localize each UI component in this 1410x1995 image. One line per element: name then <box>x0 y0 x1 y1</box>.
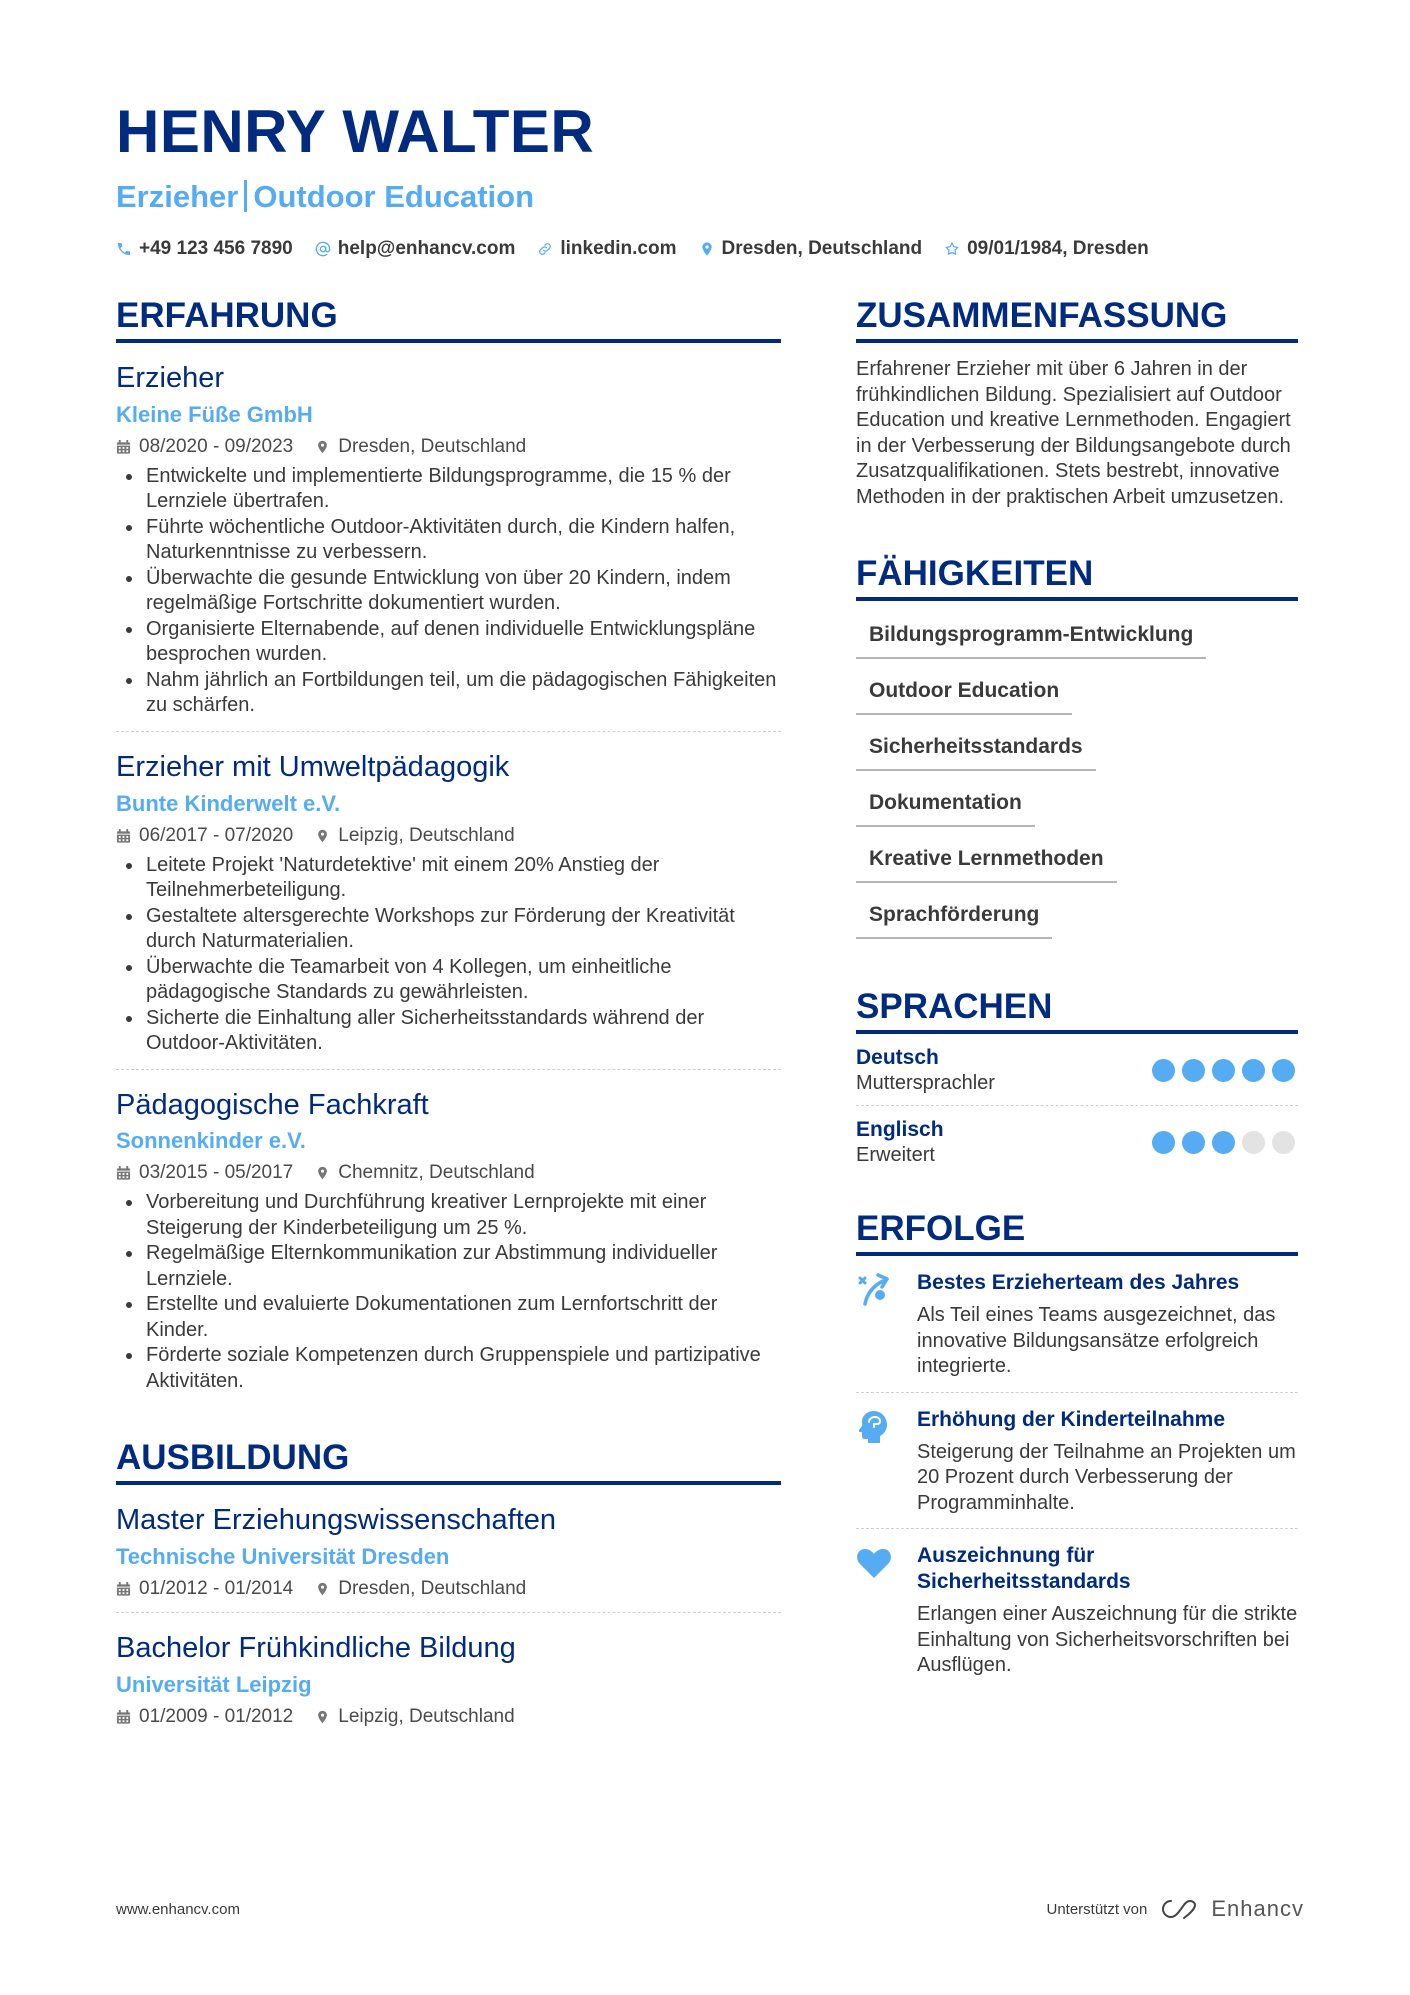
contact-email[interactable] <box>315 238 516 260</box>
achievement-title: Auszeichnung für Sicherheitsstandards <box>917 1544 1131 1593</box>
education-entry <box>116 1613 781 1740</box>
job-dates: 06/2017 - 07/2020 <box>139 824 294 846</box>
job-bullet: • Überwachte die gesunde Entwicklung von über 20 Kindern, indem regelmäßige Fortschritte dokumentiert wurden. <box>144 566 781 617</box>
achievement-description: Als Teil eines Teams ausgezeichnet, das innovative Bildungsansätze erfolgreich integrierte. <box>917 1304 1276 1377</box>
achievements-section <box>856 1211 1298 1691</box>
calendar-icon <box>116 828 131 844</box>
job-entry <box>116 1070 781 1407</box>
title-role: Erzieher <box>116 179 239 214</box>
phone-icon <box>116 241 132 257</box>
education-meta <box>116 1706 781 1728</box>
skill-tag: Sprachförderung <box>856 893 1052 939</box>
rating-dot-filled <box>1242 1059 1265 1082</box>
powered-by <box>1046 1896 1304 1922</box>
footer-website[interactable]: www.enhancv.com <box>116 1900 240 1918</box>
summary-section <box>856 298 1298 510</box>
achievement-entry <box>856 1256 1298 1393</box>
calendar-icon <box>116 1581 131 1597</box>
language-name: Deutsch <box>856 1046 939 1069</box>
education-heading: AUSBILDUNG <box>116 1440 781 1485</box>
job-location: Dresden, Deutschland <box>338 435 527 457</box>
summary-text: Erfahrener Erzieher mit über 6 Jahren in der frühkindlichen Bildung. Spezialisiert auf Outdoor Education und kreative Lernmethoden. Engagiert in der Verbesserung der Bildungsangebote durch Zusatzqualifikationen. Stets bestrebt, innovative Methoden in der praktischen Arbeit umzusetzen. <box>856 358 1291 508</box>
job-company: Bunte Kinderwelt e.V. <box>116 790 341 816</box>
resume-columns <box>116 298 1304 1740</box>
job-company: Kleine Füße GmbH <box>116 401 313 427</box>
rating-dot-filled <box>1152 1059 1175 1082</box>
contact-phone[interactable] <box>116 238 293 260</box>
job-title: Pädagogische Fachkraft <box>116 1088 429 1121</box>
contact-location-text: Dresden, Deutschland <box>721 238 923 260</box>
contact-email-text: help@enhancv.com <box>337 238 516 260</box>
job-location: Chemnitz, Deutschland <box>338 1162 535 1184</box>
job-bullet: • Gestaltete altersgerechte Workshops zur Förderung der Kreativität durch Naturmaterialien. <box>144 904 781 955</box>
contact-birth-text: 09/01/1984, Dresden <box>967 238 1149 260</box>
language-level: Muttersprachler <box>856 1072 995 1094</box>
education-dates: 01/2012 - 01/2014 <box>139 1578 294 1600</box>
location-pin-icon <box>315 1165 330 1181</box>
job-bullet: • Leitete Projekt 'Naturdetektive' mit einem 20% Anstieg der Teilnehmerbeteiligung. <box>144 853 781 904</box>
skill-tag: Bildungsprogramm-Entwicklung <box>856 613 1206 659</box>
job-dates: 03/2015 - 05/2017 <box>139 1162 294 1184</box>
job-entry <box>116 732 781 1070</box>
contact-linkedin[interactable] <box>537 238 676 260</box>
achievements-heading: ERFOLGE <box>856 1211 1298 1256</box>
job-bullet: • Organisierte Elternabende, auf denen individuelle Entwicklungspläne besprochen wurden. <box>144 617 781 668</box>
contact-linkedin-text: linkedin.com <box>560 238 677 260</box>
job-title: Erzieher mit Umweltpädagogik <box>116 750 510 783</box>
school-name: Technische Universität Dresden <box>116 1544 450 1570</box>
calendar-icon <box>116 1709 131 1725</box>
skills-heading: FÄHIGKEITEN <box>856 556 1298 601</box>
job-bullets <box>116 464 781 719</box>
enhancv-brand: Enhancv <box>1211 1896 1304 1921</box>
language-rating <box>1152 1059 1295 1082</box>
education-entry <box>116 1485 781 1613</box>
summary-heading: ZUSAMMENFASSUNG <box>856 298 1298 343</box>
rating-dot-filled <box>1212 1059 1235 1082</box>
job-bullet: • Überwachte die Teamarbeit von 4 Kollegen, um einheitliche pädagogische Standards zu gewährleisten. <box>144 955 781 1006</box>
link-icon <box>537 241 553 257</box>
experience-heading: ERFAHRUNG <box>116 298 781 343</box>
language-rating <box>1152 1131 1295 1154</box>
job-dates: 08/2020 - 09/2023 <box>139 435 294 457</box>
skill-tag: Dokumentation <box>856 781 1035 827</box>
skill-tag: Kreative Lernmethoden <box>856 837 1117 883</box>
job-entry <box>116 343 781 732</box>
job-meta <box>116 825 781 847</box>
degree-title: Master Erziehungswissenschaften <box>116 1504 557 1537</box>
contact-birth <box>944 238 1149 260</box>
education-location: Leipzig, Deutschland <box>338 1705 515 1727</box>
location-pin-icon <box>315 1581 330 1597</box>
contact-bar <box>116 238 1304 260</box>
languages-heading: SPRACHEN <box>856 989 1298 1034</box>
language-entry <box>856 1034 1298 1106</box>
contact-location <box>699 238 923 260</box>
rating-dot-filled <box>1182 1131 1205 1154</box>
at-icon <box>315 241 331 257</box>
calendar-icon <box>116 439 131 455</box>
skills-section <box>856 556 1298 949</box>
achievement-title: Erhöhung der Kinderteilnahme <box>917 1407 1226 1431</box>
language-entry <box>856 1106 1298 1177</box>
skill-tag: Sicherheitsstandards <box>856 725 1096 771</box>
candidate-title <box>116 180 1304 214</box>
language-level: Erweitert <box>856 1144 935 1166</box>
star-icon <box>944 241 960 257</box>
location-icon <box>699 241 715 257</box>
rating-dot-empty <box>1242 1131 1265 1154</box>
achievement-entry <box>856 1393 1298 1530</box>
education-location: Dresden, Deutschland <box>338 1578 527 1600</box>
right-column <box>856 298 1298 1740</box>
job-bullet: • Entwickelte und implementierte Bildungsprogramme, die 15 % der Lernziele übertrafen. <box>144 464 781 515</box>
job-bullet: • Nahm jährlich an Fortbildungen teil, um die pädagogischen Fähigkeiten zu schärfen. <box>144 668 781 719</box>
location-pin-icon <box>315 439 330 455</box>
candidate-name: HENRY WALTER <box>116 98 595 165</box>
location-pin-icon <box>315 1709 330 1725</box>
location-pin-icon <box>315 828 330 844</box>
achievement-description: Erlangen einer Auszeichnung für die strikte Einhaltung von Sicherheitsvorschriften bei Ausflügen. <box>917 1603 1298 1676</box>
rating-dot-empty <box>1272 1131 1295 1154</box>
job-bullet: • Führte wöchentliche Outdoor-Aktivitäten durch, die Kindern halfen, Naturkenntnisse zu verbessern. <box>144 515 781 566</box>
title-specialty: Outdoor Education <box>253 179 535 214</box>
achievement-title: Bestes Erzieherteam des Jahres <box>917 1271 1240 1294</box>
left-column <box>116 298 781 1740</box>
school-name: Universität Leipzig <box>116 1671 312 1697</box>
experience-section <box>116 298 781 1406</box>
job-company: Sonnenkinder e.V. <box>116 1128 306 1154</box>
powered-by-label: Unterstützt von <box>1046 1900 1148 1918</box>
skill-tag: Outdoor Education <box>856 669 1072 715</box>
rating-dot-filled <box>1212 1131 1235 1154</box>
job-meta <box>116 436 781 458</box>
job-bullets <box>116 1190 781 1394</box>
title-separator <box>244 180 247 212</box>
strategy-icon <box>856 1272 892 1308</box>
rating-dot-filled <box>1182 1059 1205 1082</box>
page-footer <box>116 1896 1304 1922</box>
heart-icon <box>856 1545 892 1581</box>
calendar-icon <box>116 1165 131 1181</box>
languages-section <box>856 989 1298 1177</box>
education-meta <box>116 1578 781 1600</box>
job-bullet: • Regelmäßige Elternkommunikation zur Abstimmung individueller Lernziele. <box>144 1241 781 1292</box>
skills-list <box>856 613 1298 949</box>
contact-phone-text: +49 123 456 7890 <box>139 238 293 260</box>
enhancv-logo-icon <box>1157 1897 1201 1921</box>
resume-page <box>116 96 1304 1727</box>
rating-dot-filled <box>1272 1059 1295 1082</box>
language-name: Englisch <box>856 1118 944 1141</box>
rating-dot-filled <box>1152 1131 1175 1154</box>
degree-title: Bachelor Frühkindliche Bildung <box>116 1632 516 1665</box>
job-location: Leipzig, Deutschland <box>338 824 515 846</box>
head-brain-icon <box>856 1409 892 1445</box>
job-bullet: • Vorbereitung und Durchführung kreativer Lernprojekte mit einer Steigerung der Kinderbeteiligung um 25 %. <box>144 1190 781 1241</box>
job-bullet: • Erstellte und evaluierte Dokumentationen zum Lernfortschritt der Kinder. <box>144 1292 781 1343</box>
achievement-description: Steigerung der Teilnahme an Projekten um 20 Prozent durch Verbesserung der Programminhalte. <box>917 1440 1296 1514</box>
job-meta <box>116 1162 781 1184</box>
job-title: Erzieher <box>116 362 224 394</box>
achievement-entry <box>856 1529 1298 1691</box>
job-bullet: • Förderte soziale Kompetenzen durch Gruppenspiele und partizipative Aktivitäten. <box>144 1343 781 1394</box>
job-bullets <box>116 853 781 1057</box>
education-section <box>116 1440 781 1740</box>
job-bullet: • Sicherte die Einhaltung aller Sicherheitsstandards während der Outdoor-Aktivitäten. <box>144 1006 781 1057</box>
education-dates: 01/2009 - 01/2012 <box>139 1705 294 1727</box>
